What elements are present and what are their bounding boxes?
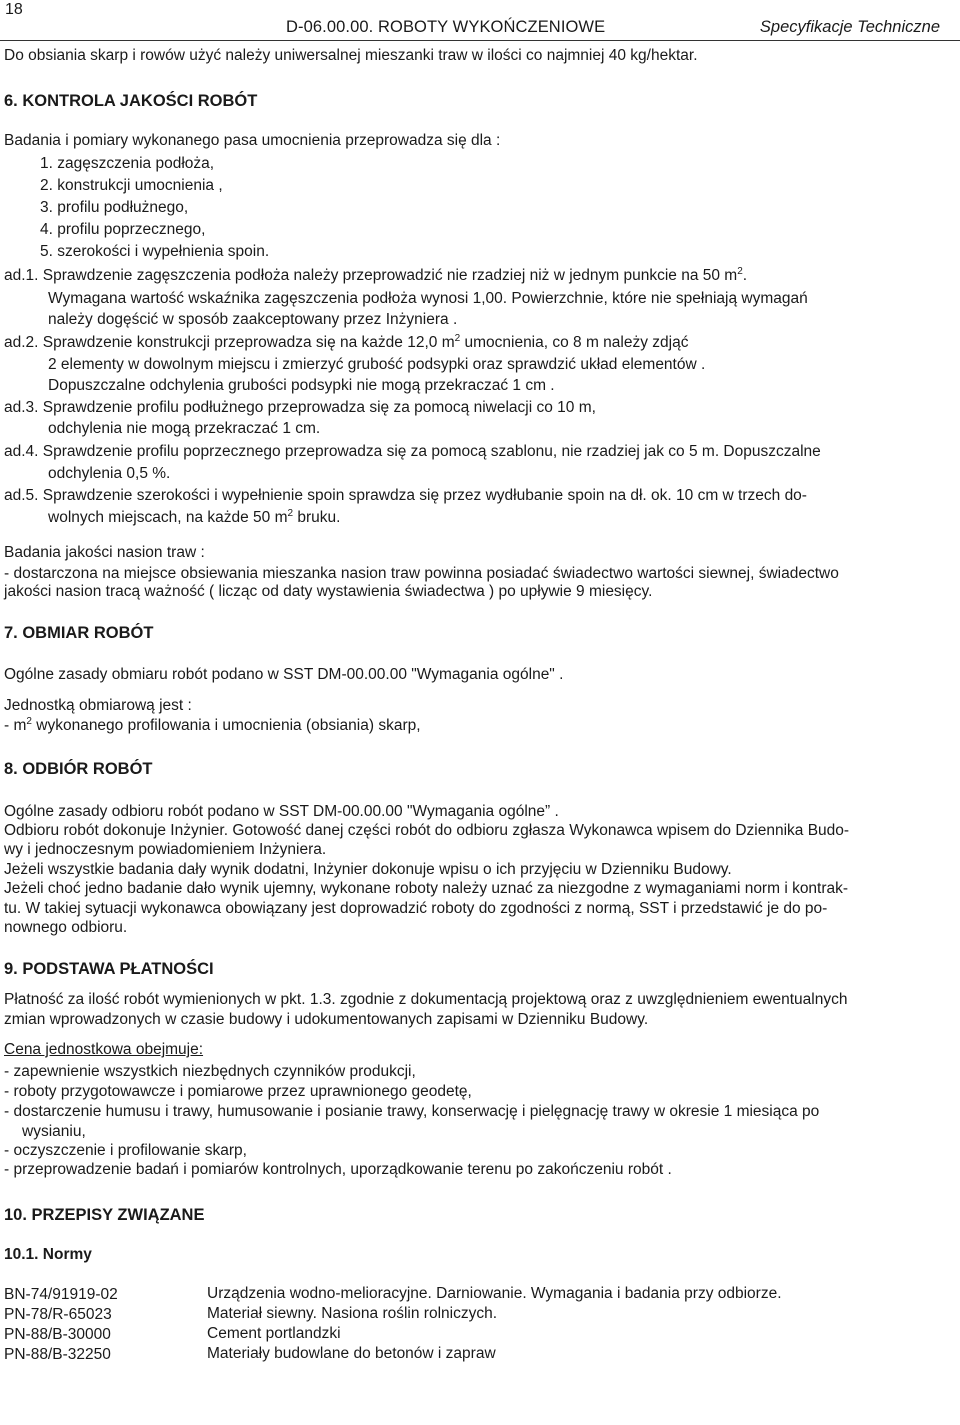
s8-line: tu. W takiej sytuacji wykonawca obowiązany jest doprowadzić roboty do zgodności z normą, SST i przedstawić je do po- — [4, 900, 828, 917]
s8-line: wy i jednoczesnym powiadomieniem Inżyniera. — [4, 841, 327, 858]
price-item: - roboty przygotowawcze i pomiarowe przez uprawnionego geodetę, — [4, 1083, 472, 1100]
ad2-line1: ad.2. Sprawdzenie konstrukcji przeprowadza się na każde 12,0 $m^2$ umocnienia, co 8 m należy zdjąć — [4, 332, 689, 351]
ad1-line3: należy dogęścić w sposób zaakceptowany przez Inżyniera . — [48, 311, 458, 328]
norm-code: PN-78/R-65023 — [4, 1306, 112, 1323]
price-item: - zapewnienie wszystkich niezbędnych czynników produkcji, — [4, 1063, 416, 1080]
price-item: - oczyszczenie i profilowanie skarp, — [4, 1142, 247, 1159]
price-title: Cena jednostkowa obejmuje: — [4, 1041, 204, 1058]
norm-code: BN-74/91919-02 — [4, 1286, 118, 1303]
section-8-heading: 8. ODBIÓR ROBÓT — [4, 760, 153, 778]
norm-title: Cement portlandzki — [207, 1325, 341, 1342]
ad5-line2: wolnych miejscach, na każde 50 $m^2$ bruku. — [48, 507, 341, 526]
norms-subheading: 10.1. Normy — [4, 1246, 92, 1263]
s9-line: Płatność za ilość robót wymienionych w pkt. 1.3. zgodnie z dokumentacją projektową oraz z uwzględnieniem ewentualnych — [4, 991, 848, 1008]
page-number: 18 — [5, 1, 23, 18]
s6-item: 5. szerokości i wypełnienia spoin. — [40, 243, 270, 260]
s6-item: 1. zagęszczenia podłoża, — [40, 155, 215, 172]
price-item: - dostarczenie humusu i trawy, humusowanie i posianie trawy, konserwację i pielęgnację trawy w okresie 1 miesiąca po — [4, 1103, 820, 1120]
s9-line: zmian wprowadzonych w czasie budowy i udokumentowanych zapisami w Dzienniku Budowy. — [4, 1011, 649, 1028]
s7-unit: - $m^2$ wykonanego profilowania i umocnienia (obsiania) skarp, — [4, 715, 421, 734]
price-item: - przeprowadzenie badań i pomiarów kontrolnych, uporządkowanie terenu po zakończeniu robót . — [4, 1161, 672, 1178]
s7-unit-title: Jednostką obmiarową jest : — [4, 697, 192, 714]
s6-item: 3. profilu podłużnego, — [40, 199, 189, 216]
section-10-heading: 10. PRZEPISY ZWIĄZANE — [4, 1206, 205, 1224]
ad1-line1: ad.1. Sprawdzenie zagęszczenia podłoża należy przeprowadzić nie rzadziej niż w jednym punkcie na 50 $m^2$. — [4, 265, 748, 284]
section-7-heading: 7. OBMIAR ROBÓT — [4, 624, 154, 642]
ad5-line1: ad.5. Sprawdzenie szerokości i wypełnienie spoin sprawdza się przez wydłubanie spoin na dł. ok. 10 cm w trzech do- — [4, 487, 807, 504]
price-item-cont: wysianiu, — [22, 1123, 86, 1140]
doc-code: D-06.00.00. ROBOTY WYKOŃCZENIOWE — [286, 18, 606, 36]
s8-line: Jeżeli wszystkie badania dały wynik dodatni, Inżynier dokonuje wpisu o ich przyjęciu w Dzienniku Budowy. — [4, 861, 732, 878]
ad4-line2: odchylenia 0,5 %. — [48, 465, 171, 482]
seeds-line2: jakości nasion tracą ważność ( licząc od daty wystawienia świadectwa ) po upływie 9 miesięcy. — [4, 583, 653, 600]
ad2-line2: 2 elementy w dowolnym miejscu i zmierzyć grubość podsypki oraz sprawdzić układ elementów . — [48, 356, 706, 373]
seeds-title: Badania jakości nasion traw : — [4, 544, 205, 561]
s8-line: nownego odbioru. — [4, 919, 128, 936]
intro-line: Do obsiania skarp i rowów użyć należy uniwersalnej mieszanki traw w ilości co najmniej 40 kg/hektar. — [4, 47, 698, 64]
norm-title: Materiał siewny. Nasiona roślin rolniczych. — [207, 1305, 498, 1322]
section-6-heading: 6. KONTROLA JAKOŚCI ROBÓT — [4, 92, 258, 110]
s8-line: Jeżeli choć jedno badanie dało wynik ujemny, wykonane roboty należy uznać za niezgodne z wymaganiami norm i kontrak- — [4, 880, 849, 897]
norm-code: PN-88/B-32250 — [4, 1346, 111, 1363]
s6-intro: Badania i pomiary wykonanego pasa umocnienia przeprowadza się dla : — [4, 132, 501, 149]
ad3-line1: ad.3. Sprawdzenie profilu podłużnego przeprowadza się za pomocą niwelacji co 10 m, — [4, 399, 596, 416]
s6-item: 4. profilu poprzecznego, — [40, 221, 206, 238]
s6-item: 2. konstrukcji umocnienia , — [40, 177, 223, 194]
ad1-line2: Wymagana wartość wskaźnika zagęszczenia podłoża wynosi 1,00. Powierzchnie, które nie spełniają wymagań — [48, 290, 808, 307]
norm-title: Materiały budowlane do betonów i zapraw — [207, 1345, 496, 1362]
norm-code: PN-88/B-30000 — [4, 1326, 111, 1343]
section-9-heading: 9. PODSTAWA PŁATNOŚCI — [4, 960, 214, 978]
seeds-line1: - dostarczona na miejsce obsiewania mieszanka nasion traw powinna posiadać świadectwo wartości siewnej, świadectwo — [4, 565, 839, 582]
s8-line: Odbioru robót dokonuje Inżynier. Gotowość danej części robót do odbioru zgłasza Wykonawca wpisem do Dziennika Budo- — [4, 822, 850, 839]
s7-general: Ogólne zasady obmiaru robót podano w SST DM-00.00.00 "Wymagania ogólne" . — [4, 666, 564, 683]
doc-type: Specyfikacje Techniczne — [759, 18, 940, 36]
norm-title: Urządzenia wodno-melioracyjne. Darniowanie. Wymagania i badania przy odbiorze. — [207, 1285, 782, 1302]
header-rule — [0, 40, 960, 41]
ad3-line2: odchylenia nie mogą przekraczać 1 cm. — [48, 420, 321, 437]
s8-line: Ogólne zasady odbioru robót podano w SST DM-00.00.00 "Wymagania ogólne” . — [4, 803, 559, 820]
ad4-line1: ad.4. Sprawdzenie profilu poprzecznego przeprowadza się za pomocą szablonu, nie rzadziej jak co 5 m. Dopuszczalne — [4, 443, 821, 460]
ad2-line3: Dopuszczalne odchylenia grubości podsypki nie mogą przekraczać 1 cm . — [48, 377, 555, 394]
